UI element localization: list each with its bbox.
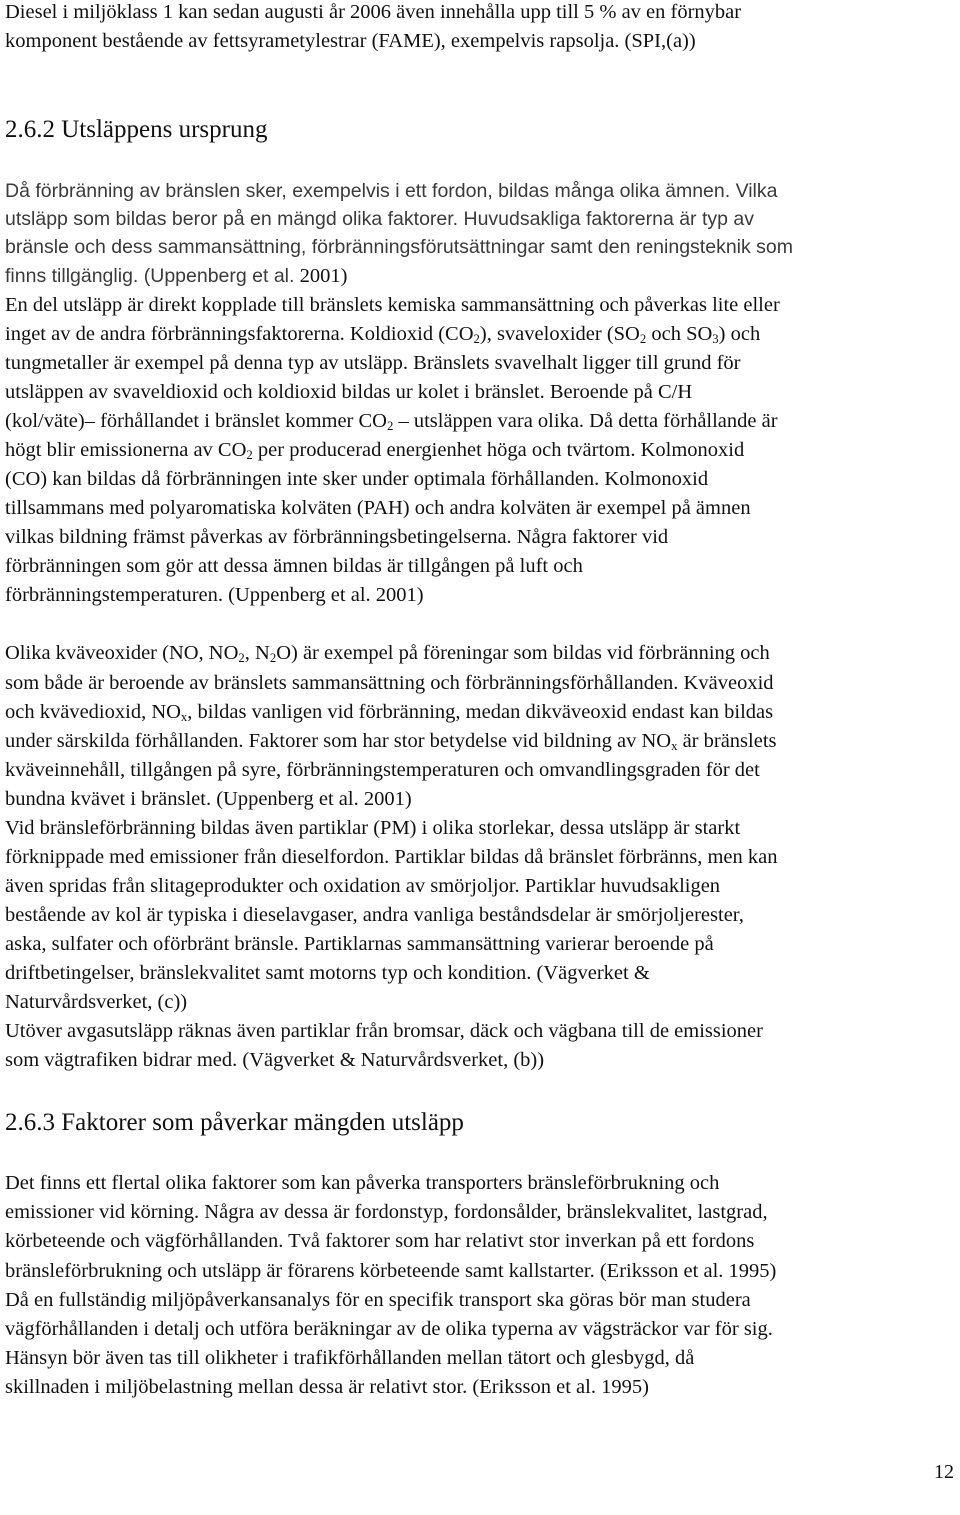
paragraph-text: ), svaveloxider (SO [479, 323, 640, 345]
paragraph-line: vilkas bildning främst påverkas av förbränningsbetingelserna. Några faktorer vid [5, 526, 669, 548]
paragraph-text: är bränslets [677, 730, 777, 752]
paragraph-text: O) är exempel på föreningar som bildas vid förbränning och [276, 642, 770, 664]
paragraph-line: som vägtrafiken bidrar med. (Vägverket & Naturvårdsverket, (b)) [5, 1049, 545, 1071]
paragraph-line [5, 411, 778, 432]
paragraph-line: Naturvårdsverket, (c)) [5, 991, 188, 1013]
paragraph-text: (kol/väte)– förhållandet i bränslet kommer CO [5, 410, 387, 432]
subscript: 3 [712, 332, 719, 347]
subscript: 2 [269, 651, 277, 666]
paragraph-text: per producerad energienhet höga och tvärtom. Kolmonoxid [252, 439, 745, 461]
paragraph-line: En del utsläpp är direkt kopplade till bränslets kemiska sammansättning och påverkas lite eller [5, 294, 780, 316]
subscript: 2 [386, 419, 394, 434]
paragraph-line: Utöver avgasutsläpp räknas även partiklar från bromsar, däck och vägbana till de emissioner [5, 1020, 763, 1042]
paragraph-text: ) och [718, 323, 761, 345]
paragraph-line: bränsleförbrukning och utsläpp är förarens körbeteende samt kallstarter. (Eriksson et al. 1995) [5, 1260, 777, 1282]
paragraph-text: högt blir emissionerna av CO [5, 439, 247, 461]
subscript: x [180, 710, 188, 725]
paragraph-line: tillsammans med polyaromatiska kolväten (PAH) och andra kolväten är exempel på ämnen [5, 497, 751, 519]
paragraph-line: utsläpp som bildas beror på en mängd olika faktorer. Huvudsakliga faktorerna är typ av [5, 208, 754, 230]
paragraph-line [5, 440, 744, 461]
subscript: 2 [238, 651, 245, 666]
paragraph-line [5, 266, 347, 287]
subscript: x [671, 739, 678, 754]
paragraph-line: skillnaden i miljöbelastning mellan dessa är relativt stor. (Eriksson et al. 1995) [5, 1376, 649, 1398]
subscript: 2 [473, 332, 480, 347]
paragraph-text: , bildas vanligen vid förbränning, medan dikväveoxid endast kan bildas [187, 701, 774, 723]
paragraph-line: emissioner vid körning. Några av dessa är fordonstyp, fordonsålder, bränslekvalitet, lastgrad, [5, 1201, 768, 1223]
subscript: 2 [246, 448, 253, 463]
paragraph-line: (CO) kan bildas då förbränningen inte sker under optimala förhållanden. Kolmonoxid [5, 468, 709, 490]
paragraph-line: driftbetingelser, bränslekvalitet samt motorns typ och kondition. (Vägverket & [5, 962, 650, 984]
paragraph-text: Olika kväveoxider (NO, NO [5, 642, 239, 664]
paragraph-line: förbränningstemperaturen. (Uppenberg et al. 2001) [5, 584, 424, 606]
paragraph-line: utsläppen av svaveldioxid och koldioxid bildas ur kolet i bränslet. Beroende på C/H [5, 381, 693, 403]
paragraph-text: och kvävedioxid, NO [5, 701, 181, 723]
paragraph-line: kväveinnehåll, tillgången på syre, förbränningstemperaturen och omvandlingsgraden för det [5, 759, 760, 781]
paragraph-line: vägförhållanden i detalj och utföra beräkningar av de olika typerna av vägsträckor var för sig. [5, 1318, 773, 1340]
paragraph-text: under särskilda förhållanden. Faktorer som har stor betydelse vid bildning av NO [5, 730, 672, 752]
paragraph-text: och SO [646, 323, 713, 345]
paragraph-text: , N [244, 642, 270, 664]
paragraph-line: aska, sulfater och oförbränt bränsle. Partiklarnas sammansättning varierar beroende på [5, 933, 714, 955]
paragraph-line: Hänsyn bör även tas till olikheter i trafikförhållanden mellan tätort och glesbygd, då [5, 1347, 695, 1369]
paragraph-text: – utsläppen vara olika. Då detta förhållande är [393, 410, 778, 432]
paragraph-line: bestående av kol är typiska i dieselavgaser, andra vanliga beståndsdelar är smörjoljerester, [5, 904, 744, 926]
paragraph-line: även spridas från slitageprodukter och oxidation av smörjoljor. Partiklar huvudsakligen [5, 875, 721, 897]
intro-line: Diesel i miljöklass 1 kan sedan augusti år 2006 även innehålla upp till 5 % av en förnybar [5, 1, 742, 23]
paragraph-line: Då en fullständig miljöpåverkansanalys för en specifik transport ska göras bör man studera [5, 1289, 751, 1311]
paragraph-line: bundna kvävet i bränslet. (Uppenberg et al. 2001) [5, 788, 412, 810]
section-heading-2-6-3: 2.6.3 Faktorer som påverkar mängden utsläpp [5, 1109, 464, 1136]
subscript: 2 [639, 332, 647, 347]
paragraph-line: som både är beroende av bränslets sammansättning och förbränningsförhållanden. Kväveoxid [5, 672, 774, 694]
paragraph-line [5, 702, 773, 723]
paragraph-line: förbränningen som gör att dessa ämnen bildas är tillgången på luft och [5, 555, 583, 577]
paragraph-text: 2001) [294, 265, 348, 287]
paragraph-line [5, 324, 760, 345]
section-heading-2-6-2: 2.6.2 Utsläppens ursprung [5, 116, 268, 143]
paragraph-line: körbeteende och vägförhållanden. Två faktorer som har relativt stor inverkan på ett fordons [5, 1230, 755, 1252]
paragraph-line: Då förbränning av bränslen sker, exempelvis i ett fordon, bildas många olika ämnen. Vilka [5, 180, 778, 202]
intro-line: komponent bestående av fettsyrametylestrar (FAME), exempelvis rapsolja. (SPI,(a)) [5, 30, 696, 52]
paragraph-line: Vid bränsleförbränning bildas även partiklar (PM) i olika storlekar, dessa utsläpp är starkt [5, 817, 741, 839]
paragraph-line: förknippade med emissioner från dieselfordon. Partiklar bildas då bränslet förbränns, men kan [5, 846, 778, 868]
paragraph-line [5, 731, 777, 752]
paragraph-text: inget av de andra förbränningsfaktorerna. Koldioxid (CO [5, 323, 474, 345]
page-number: 12 [934, 1461, 954, 1483]
paragraph-text: finns tillgänglig. (Uppenberg et al. [5, 265, 295, 287]
paragraph-line: Det finns ett flertal olika faktorer som kan påverka transporters bränsleförbrukning och [5, 1172, 720, 1194]
paragraph-line [5, 643, 770, 664]
paragraph-line: bränsle och dess sammansättning, förbränningsförutsättningar samt den reningsteknik som [5, 236, 793, 258]
paragraph-line: tungmetaller är exempel på denna typ av utsläpp. Bränslets svavelhalt ligger till grund för [5, 352, 741, 374]
